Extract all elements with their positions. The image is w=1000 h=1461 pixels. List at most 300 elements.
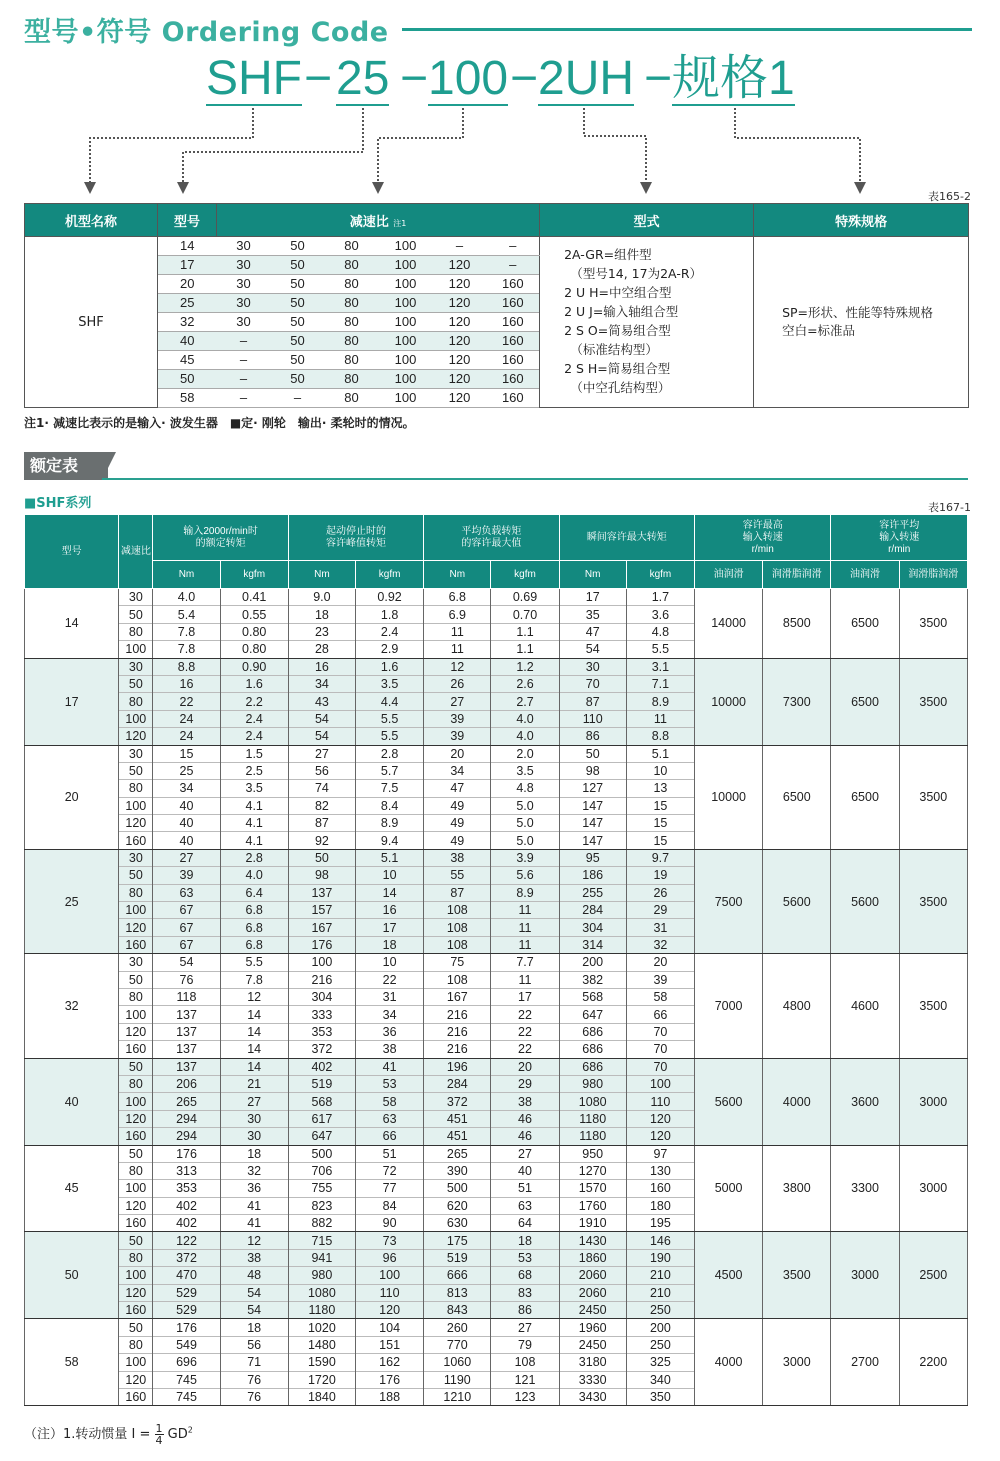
ratio-cell: 50 (119, 675, 153, 692)
value-cell: 67 (153, 936, 220, 953)
value-cell: 127 (559, 780, 626, 797)
value-cell: 1180 (559, 1128, 626, 1145)
value-cell: 27 (288, 745, 355, 762)
value-cell: 66 (356, 1128, 424, 1145)
ratio-cell: 100 (379, 313, 433, 332)
value-cell: 1430 (559, 1232, 626, 1249)
value-cell: 617 (288, 1110, 355, 1127)
value-cell: 0.41 (220, 589, 288, 606)
ratio-cell: 50 (119, 762, 153, 779)
value-cell: 70 (626, 1058, 694, 1075)
header-rated-torque: 输入2000r/min时 的额定转矩 (153, 515, 288, 561)
ratio-cell: 160 (119, 1041, 153, 1058)
value-cell: 30 (220, 1128, 288, 1145)
value-cell: 84 (356, 1197, 424, 1214)
value-cell: 108 (424, 919, 491, 936)
ratio-cell: 80 (119, 988, 153, 1005)
value-cell: 53 (491, 1249, 559, 1266)
value-cell: 313 (153, 1162, 220, 1179)
value-cell: 6.4 (220, 884, 288, 901)
value-cell: 15 (153, 745, 220, 762)
value-cell: 7.8 (220, 971, 288, 988)
value-cell: 23 (288, 623, 355, 640)
speed-cell: 6500 (831, 589, 899, 659)
value-cell: 11 (626, 710, 694, 727)
unit-nm: Nm (424, 561, 491, 589)
value-cell: 54 (220, 1284, 288, 1301)
value-cell: 108 (424, 936, 491, 953)
header-ratio-label: 减速比 (349, 214, 389, 230)
value-cell: 31 (626, 919, 694, 936)
value-cell: 36 (356, 1023, 424, 1040)
ratio-cell: 100 (379, 237, 433, 256)
value-cell: 5.0 (491, 797, 559, 814)
value-cell: 49 (424, 815, 491, 832)
unit-nm: Nm (559, 561, 626, 589)
ratio-cell: 100 (119, 1180, 153, 1197)
ratio-cell: 100 (119, 902, 153, 919)
value-cell: 16 (356, 902, 424, 919)
value-cell: 87 (559, 693, 626, 710)
ratio-cell: 120 (433, 256, 487, 275)
value-cell: 1.2 (491, 658, 559, 675)
value-cell: 56 (220, 1336, 288, 1353)
speed-cell: 4800 (763, 954, 831, 1058)
value-cell: 108 (491, 1354, 559, 1371)
rated-table (24, 514, 968, 1406)
value-cell: 137 (288, 884, 355, 901)
value-cell: 5.0 (491, 815, 559, 832)
value-cell: 1210 (424, 1388, 491, 1405)
ratio-cell: 80 (119, 1336, 153, 1353)
value-cell: 210 (626, 1267, 694, 1284)
value-cell: 0.80 (220, 623, 288, 640)
value-cell: 108 (424, 902, 491, 919)
value-cell: 63 (356, 1110, 424, 1127)
value-cell: 2.6 (491, 675, 559, 692)
value-cell: 1.1 (491, 623, 559, 640)
value-cell: 176 (153, 1145, 220, 1162)
value-cell: 63 (153, 884, 220, 901)
value-cell: 22 (153, 693, 220, 710)
speed-cell: 3300 (831, 1145, 899, 1232)
speed-cell: 7300 (763, 658, 831, 745)
value-cell: 6.9 (424, 606, 491, 623)
value-cell: 92 (288, 832, 355, 849)
value-cell: 1910 (559, 1215, 626, 1232)
model-group-50 (25, 1232, 968, 1319)
model-name-cell: SHF (25, 237, 158, 408)
value-cell: 39 (424, 710, 491, 727)
value-cell: 40 (153, 815, 220, 832)
speed-cell: 2700 (831, 1319, 899, 1406)
size-cell: 58 (158, 389, 217, 408)
value-cell: 647 (288, 1128, 355, 1145)
value-cell: 1.6 (220, 675, 288, 692)
ratio-cell: 50 (271, 351, 325, 370)
value-cell: 70 (626, 1041, 694, 1058)
value-cell: 813 (424, 1284, 491, 1301)
value-cell: 2060 (559, 1267, 626, 1284)
value-cell: 51 (356, 1145, 424, 1162)
ratio-cell: 80 (325, 389, 379, 408)
value-cell: 34 (288, 675, 355, 692)
value-cell: 284 (424, 1075, 491, 1092)
speed-cell: 3600 (831, 1058, 899, 1145)
value-cell: 265 (424, 1145, 491, 1162)
special-spec-description (754, 237, 969, 408)
value-cell: 14 (220, 1006, 288, 1023)
value-cell: 1760 (559, 1197, 626, 1214)
code-part-ratio: 100 (428, 52, 509, 105)
value-cell: 35 (559, 606, 626, 623)
value-cell: 46 (491, 1110, 559, 1127)
value-cell: 40 (491, 1162, 559, 1179)
ratio-cell: – (271, 389, 325, 408)
ratio-cell: 100 (379, 332, 433, 351)
header-ratio (217, 204, 540, 237)
value-cell: 4.8 (491, 780, 559, 797)
value-cell: 26 (626, 884, 694, 901)
ratio-cell: – (217, 389, 271, 408)
value-cell: 3.6 (626, 606, 694, 623)
page-title: 型号•符号 Ordering Code (24, 17, 389, 48)
code-dash-2: − (400, 52, 429, 105)
ratio-cell: 50 (271, 313, 325, 332)
model-group-58 (25, 1319, 968, 1406)
value-cell: 8.9 (491, 884, 559, 901)
value-cell: 25 (153, 762, 220, 779)
value-cell: 13 (626, 780, 694, 797)
value-cell: 353 (288, 1023, 355, 1040)
value-cell: 1480 (288, 1336, 355, 1353)
speed-cell: 7000 (695, 954, 763, 1058)
ratio-cell: 160 (487, 351, 540, 370)
ratio-cell: – (487, 237, 540, 256)
value-cell: 686 (559, 1023, 626, 1040)
ratio-cell: 100 (119, 1267, 153, 1284)
ratio-cell: 80 (325, 370, 379, 389)
value-cell: 1.5 (220, 745, 288, 762)
value-cell: 2.4 (220, 728, 288, 745)
ratio-cell: 100 (379, 256, 433, 275)
value-cell: 549 (153, 1336, 220, 1353)
speed-cell: 7500 (695, 849, 763, 953)
value-cell: 294 (153, 1110, 220, 1127)
value-cell: 29 (626, 902, 694, 919)
ratio-cell: 80 (119, 623, 153, 640)
value-cell: 123 (491, 1388, 559, 1405)
value-cell: 39 (424, 728, 491, 745)
value-cell: 40 (153, 797, 220, 814)
value-cell: 137 (153, 1058, 220, 1075)
value-cell: 16 (153, 675, 220, 692)
value-cell: 1.7 (626, 589, 694, 606)
value-cell: 980 (288, 1267, 355, 1284)
speed-cell: 6500 (763, 745, 831, 849)
value-cell: 12 (220, 1232, 288, 1249)
lube-oil: 油润滑 (695, 561, 763, 589)
value-cell: 1180 (288, 1302, 355, 1319)
value-cell: 30 (559, 658, 626, 675)
value-cell: 666 (424, 1267, 491, 1284)
value-cell: 3.5 (356, 675, 424, 692)
value-cell: 32 (626, 936, 694, 953)
value-cell: 5.0 (491, 832, 559, 849)
model-group-45 (25, 1145, 968, 1232)
value-cell: 53 (356, 1075, 424, 1092)
type-line: 2 S O=简易组合型 (564, 323, 671, 338)
value-cell: 7.5 (356, 780, 424, 797)
value-cell: 3430 (559, 1388, 626, 1405)
value-cell: 6.8 (220, 936, 288, 953)
ordering-table-caption: 表165-2 (928, 190, 971, 203)
value-cell: 350 (626, 1388, 694, 1405)
value-cell: 402 (288, 1058, 355, 1075)
value-cell: 30 (220, 1110, 288, 1127)
value-cell: 50 (559, 745, 626, 762)
model-cell: 58 (25, 1319, 119, 1406)
value-cell: 4.8 (626, 623, 694, 640)
ratio-cell: 80 (325, 275, 379, 294)
ratio-cell: 30 (217, 275, 271, 294)
value-cell: 54 (153, 954, 220, 971)
value-cell: 1020 (288, 1319, 355, 1336)
value-cell: 4.0 (220, 867, 288, 884)
value-cell: 372 (153, 1249, 220, 1266)
value-cell: 2.8 (220, 849, 288, 866)
value-cell: 54 (220, 1302, 288, 1319)
value-cell: 67 (153, 919, 220, 936)
header-avg-load-torque: 平均负载转矩 的容许最大值 (424, 515, 559, 561)
ratio-cell: 30 (217, 256, 271, 275)
header-size: 型号 (158, 204, 217, 237)
value-cell: 19 (626, 867, 694, 884)
ratio-cell: 120 (433, 313, 487, 332)
value-cell: 2450 (559, 1336, 626, 1353)
rated-table-caption: 表167-1 (928, 501, 971, 514)
value-cell: 1960 (559, 1319, 626, 1336)
value-cell: 196 (424, 1058, 491, 1075)
ratio-cell: 160 (119, 1128, 153, 1145)
value-cell: 950 (559, 1145, 626, 1162)
value-cell: 20 (424, 745, 491, 762)
value-cell: 27 (491, 1145, 559, 1162)
ratio-cell: 160 (119, 832, 153, 849)
value-cell: 58 (626, 988, 694, 1005)
ratio-cell: 80 (119, 1162, 153, 1179)
value-cell: 10 (626, 762, 694, 779)
value-cell: 40 (153, 832, 220, 849)
value-cell: 250 (626, 1336, 694, 1353)
value-cell: 1080 (288, 1284, 355, 1301)
value-cell: 76 (153, 971, 220, 988)
value-cell: 314 (559, 936, 626, 953)
value-cell: 8.8 (153, 658, 220, 675)
value-cell: 54 (559, 641, 626, 658)
speed-cell: 6500 (831, 658, 899, 745)
value-cell: 9.0 (288, 589, 355, 606)
value-cell: 87 (288, 815, 355, 832)
value-cell: 2.4 (356, 623, 424, 640)
value-cell: 39 (153, 867, 220, 884)
speed-cell: 5600 (763, 849, 831, 953)
value-cell: 68 (491, 1267, 559, 1284)
ratio-cell: 80 (325, 351, 379, 370)
value-cell: 210 (626, 1284, 694, 1301)
model-cell: 17 (25, 658, 119, 745)
value-cell: 24 (153, 728, 220, 745)
value-cell: 26 (424, 675, 491, 692)
value-cell: 0.92 (356, 589, 424, 606)
value-cell: 160 (626, 1180, 694, 1197)
type-line: 2 S H=简易组合型 (564, 361, 671, 376)
value-cell: 43 (288, 693, 355, 710)
value-cell: 49 (424, 797, 491, 814)
header-ratio-note: 注1 (393, 218, 407, 228)
value-cell: 519 (288, 1075, 355, 1092)
special-line: SP=形状、性能等特殊规格 (782, 305, 934, 320)
size-cell: 32 (158, 313, 217, 332)
speed-cell: 6500 (831, 745, 899, 849)
value-cell: 325 (626, 1354, 694, 1371)
code-dash-4: − (644, 52, 673, 105)
code-connector-arrows (0, 0, 1000, 200)
value-cell: 470 (153, 1267, 220, 1284)
value-cell: 34 (153, 780, 220, 797)
value-cell: 686 (559, 1058, 626, 1075)
value-cell: 56 (288, 762, 355, 779)
value-cell: 15 (626, 797, 694, 814)
speed-cell: 3500 (899, 954, 967, 1058)
value-cell: 38 (424, 849, 491, 866)
header-model: 型号 (25, 515, 119, 589)
value-cell: 147 (559, 815, 626, 832)
value-cell: 118 (153, 988, 220, 1005)
value-cell: 568 (559, 988, 626, 1005)
value-cell: 255 (559, 884, 626, 901)
value-cell: 97 (626, 1145, 694, 1162)
value-cell: 402 (153, 1197, 220, 1214)
speed-cell: 5600 (831, 849, 899, 953)
section-tab-slant (102, 452, 116, 480)
inertia-note-suffix: GD (167, 1427, 188, 1442)
ratio-cell: 30 (119, 849, 153, 866)
value-cell: 980 (559, 1075, 626, 1092)
code-part-model: SHF (206, 52, 302, 105)
value-cell: 122 (153, 1232, 220, 1249)
value-cell: 8.9 (626, 693, 694, 710)
value-cell: 372 (424, 1093, 491, 1110)
value-cell: 75 (424, 954, 491, 971)
value-cell: 121 (491, 1371, 559, 1388)
value-cell: 4.1 (220, 832, 288, 849)
model-group-32 (25, 954, 968, 1058)
value-cell: 63 (491, 1197, 559, 1214)
model-group-14 (25, 589, 968, 659)
value-cell: 10 (356, 867, 424, 884)
value-cell: 3330 (559, 1371, 626, 1388)
value-cell: 3.1 (626, 658, 694, 675)
value-cell: 50 (288, 849, 355, 866)
speed-cell: 4000 (763, 1058, 831, 1145)
value-cell: 11 (491, 902, 559, 919)
value-cell: 70 (626, 1023, 694, 1040)
value-cell: 14 (220, 1023, 288, 1040)
speed-cell: 5000 (695, 1145, 763, 1232)
value-cell: 38 (220, 1249, 288, 1266)
speed-cell: 3000 (899, 1058, 967, 1145)
value-cell: 36 (220, 1180, 288, 1197)
speed-cell: 14000 (695, 589, 763, 659)
speed-cell: 10000 (695, 658, 763, 745)
value-cell: 39 (626, 971, 694, 988)
value-cell: 12 (220, 988, 288, 1005)
value-cell: 167 (288, 919, 355, 936)
value-cell: 2450 (559, 1302, 626, 1319)
value-cell: 745 (153, 1388, 220, 1405)
value-cell: 2.5 (220, 762, 288, 779)
value-cell: 18 (220, 1319, 288, 1336)
value-cell: 451 (424, 1110, 491, 1127)
value-cell: 46 (491, 1128, 559, 1145)
value-cell: 110 (356, 1284, 424, 1301)
speed-cell: 3500 (899, 745, 967, 849)
value-cell: 100 (288, 954, 355, 971)
size-cell: 20 (158, 275, 217, 294)
value-cell: 353 (153, 1180, 220, 1197)
value-cell: 76 (220, 1388, 288, 1405)
type-line: 2 U H=中空组合型 (564, 285, 672, 300)
value-cell: 4.0 (491, 728, 559, 745)
value-cell: 176 (153, 1319, 220, 1336)
ratio-cell: 80 (325, 256, 379, 275)
ratio-cell: 80 (325, 294, 379, 313)
value-cell: 100 (626, 1075, 694, 1092)
ratio-cell: 50 (271, 294, 325, 313)
ratio-cell: 160 (487, 313, 540, 332)
size-cell: 45 (158, 351, 217, 370)
value-cell: 620 (424, 1197, 491, 1214)
value-cell: 38 (491, 1093, 559, 1110)
value-cell: 24 (153, 710, 220, 727)
value-cell: 2.7 (491, 693, 559, 710)
value-cell: 47 (424, 780, 491, 797)
value-cell: 0.70 (491, 606, 559, 623)
value-cell: 882 (288, 1215, 355, 1232)
type-line: （型号14, 17为2A-R） (564, 266, 703, 281)
header-momentary-torque: 瞬间容许最大转矩 (559, 515, 694, 561)
value-cell: 770 (424, 1336, 491, 1353)
value-cell: 3.5 (491, 762, 559, 779)
value-cell: 20 (626, 954, 694, 971)
ratio-cell: 50 (119, 867, 153, 884)
value-cell: 90 (356, 1215, 424, 1232)
value-cell: 51 (491, 1180, 559, 1197)
value-cell: 110 (559, 710, 626, 727)
value-cell: 9.4 (356, 832, 424, 849)
value-cell: 2.8 (356, 745, 424, 762)
value-cell: 696 (153, 1354, 220, 1371)
unit-kgfm: kgfm (220, 561, 288, 589)
code-part-type: 2UH (538, 52, 635, 105)
value-cell: 7.8 (153, 623, 220, 640)
rated-section-title: 额定表 (24, 452, 108, 480)
speed-cell: 3500 (763, 1232, 831, 1319)
value-cell: 451 (424, 1128, 491, 1145)
value-cell: 5.1 (356, 849, 424, 866)
table-row (25, 745, 968, 762)
